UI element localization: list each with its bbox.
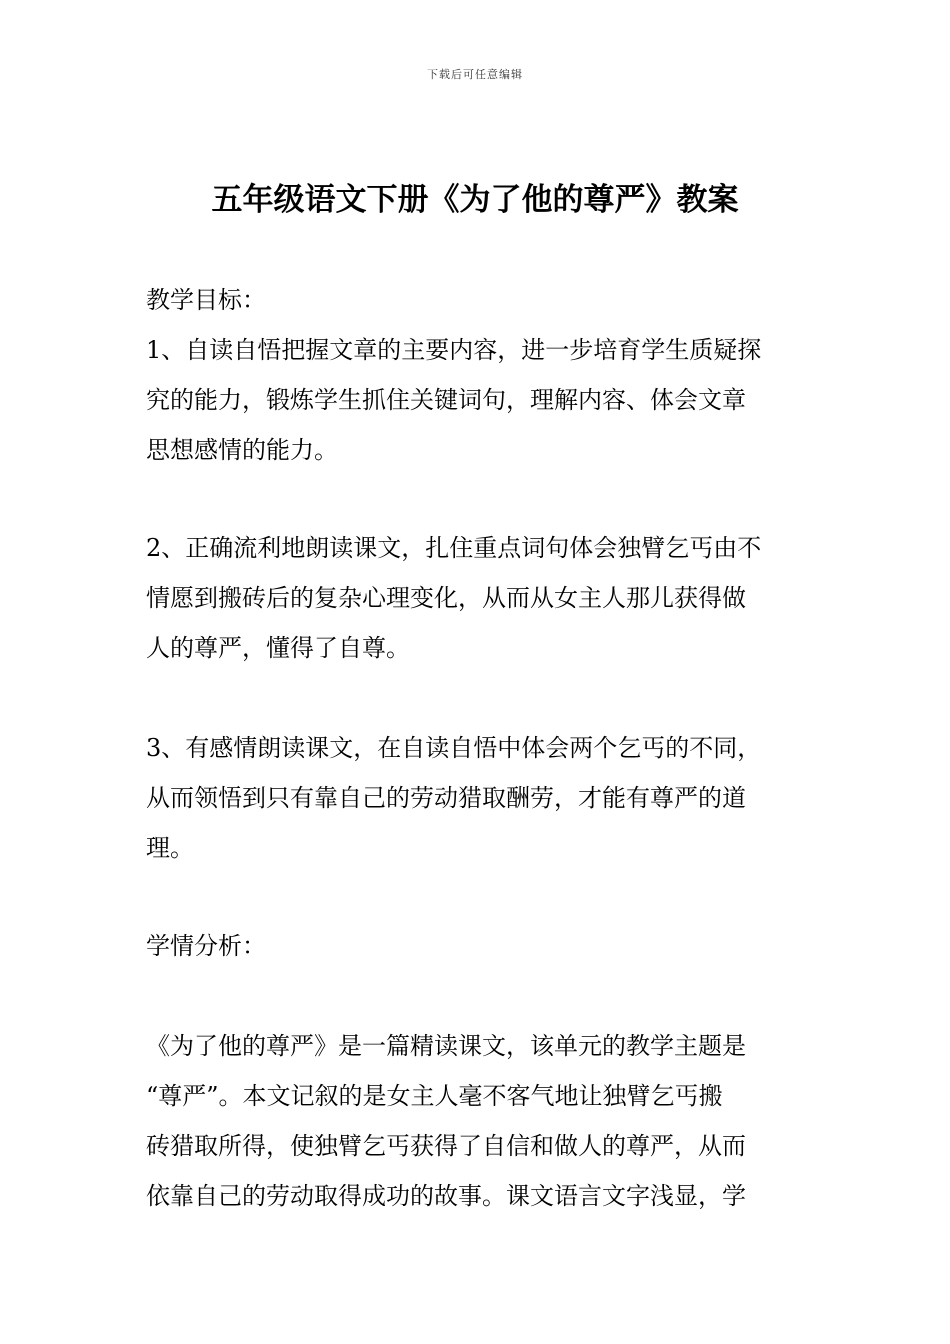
document-title: 五年级语文下册《为了他的尊严》教案: [211, 182, 739, 218]
paragraph-line: 人的尊严，懂得了自尊。: [146, 634, 410, 662]
paragraph-line: 依靠自己的劳动取得成功的故事。课文语言文字浅显，学: [146, 1182, 746, 1210]
section-heading-analysis: 学情分析：: [146, 932, 266, 960]
paragraph-line: 3、有感情朗读课文，在自读自悟中体会两个乞丐的不同，: [146, 734, 762, 762]
paragraph-line: 理。: [146, 834, 194, 862]
page-header-note: 下载后可任意编辑: [427, 68, 523, 81]
paragraph-line: 2、正确流利地朗读课文，扎住重点词句体会独臂乞丐由不: [146, 534, 762, 562]
paragraph-line: 1、自读自悟把握文章的主要内容，进一步培育学生质疑探: [146, 336, 762, 364]
paragraph-line: 《为了他的尊严》是一篇精读课文，该单元的教学主题是: [146, 1032, 746, 1060]
paragraph-line: “尊严”。本文记叙的是女主人毫不客气地让独臂乞丐搬: [146, 1082, 723, 1110]
paragraph-line: 究的能力，锻炼学生抓住关键词句，理解内容、体会文章: [146, 386, 746, 414]
section-heading-objectives: 教学目标：: [146, 286, 266, 314]
paragraph-line: 思想感情的能力。: [146, 436, 338, 464]
paragraph-line: 砖猎取所得，使独臂乞丐获得了自信和做人的尊严，从而: [146, 1132, 746, 1160]
paragraph-line: 情愿到搬砖后的复杂心理变化，从而从女主人那儿获得做: [146, 584, 746, 612]
paragraph-line: 从而领悟到只有靠自己的劳动猎取酬劳，才能有尊严的道: [146, 784, 746, 812]
